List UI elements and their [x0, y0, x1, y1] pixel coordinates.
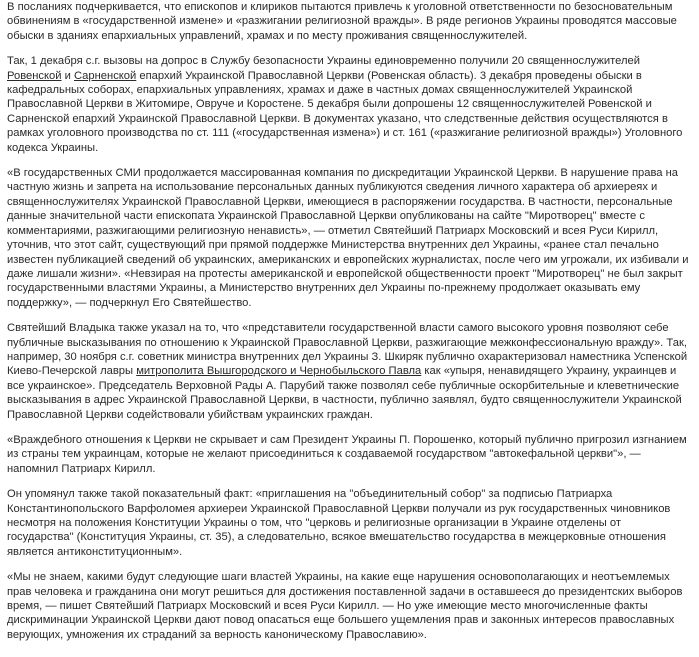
paragraph-conclusion: «Мы не знаем, какими будут следующие шаги властей Украины, на какие еще нарушения основополагающих и неотъемлемых прав человека и гражданина они могут решиться для достижения поставленной задачи в оставшееся до президентских выборов время, — пишет Святейший Патриарх Московский и всея Руси Кирилл. — Но уже имеющие место многочисленные факты дискриминации Украинской Церкви дают повод опасаться еще большего ущемления прав и законных интересов православных верующих, умножения их страданий за верность каноническому Православию». — [7, 571, 683, 641]
paragraph-quote-media: «В государственных СМИ продолжается массированная компания по дискредитации Украинской Церкви. В нарушение права на частную жизнь и запрета на использование персональных данных публикуются сведения личного характера об архиереях и священнослужителях Украинской Православной Церкви, имеющиеся в распоряжении государства. В частности, персональные данные значительной части епископата Украинской Православной Церкви опубликованы на сайте "Миротворец" вместе с комментариями, разжигающими религиозную ненависть», — отметил Святейший Патриарх Московский и всея Руси Кирилл, уточнив, что этот сайт, существующий при прямой поддержке Министерства внутренних дел Украины, «ранее стал печально известен публикацией сведений об украинских, американских и европейских журналистах, после чего им угрожали, их избивали и даже лишали жизни». «Невзирая на протесты американской и европейской общественности проект "Миротворец" не был закрыт государственными властями Украины, а Министерство внутренних дел Украины по-прежнему продолжает оказывать ему поддержку», — подчеркнул Его Святейшество. — [7, 167, 689, 309]
paragraph-council-invitations: Он упомянул также такой показательный факт: «приглашения на "объединительный собор" за подписью Патриарха Константинопольского Варфоломея архиереи Украинской Православной Церкви получали из рук государственных чиновников несмотря на положения Конституции Украины о том, что "церковь и религиозные организации в Украине отделены от государства" (Конституция Украины, ст. 35), а следовательно, всякое вмешательство государства в межцерковные отношения является антиконституционным». — [7, 488, 671, 558]
paragraph-text: и — [61, 69, 74, 82]
paragraph-officials — [7, 321, 690, 422]
paragraph-text: как «упыря, ненавидящего Украину, украинцев и все украинское». Председатель Верховной Рады А. Парубий также позволял себе публичные оскорбительные и клеветнические высказывания в адрес Украинской Православной Церкви, в частности, публично заявлял, будто священнослужители Украинской Православной Церкви содействовали убийствам украинских граждан. — [7, 365, 682, 421]
paragraph-president: «Враждебного отношения к Церкви не скрывает и сам Президент Украины П. Порошенко, который публично пригрозил изгнанием из страны тем украинцам, которые не желают присоединиться к создаваемой государством "автокефальной церкви"», — напомнил Патриарх Кирилл. — [7, 433, 687, 475]
paragraph-text: Так, 1 декабря с.г. вызовы на допрос в Службу безопасности Украины единовременно получили 20 священнослужителей — [7, 55, 640, 68]
paragraph-text: епархий Украинской Православной Церкви (Ровенская область). 3 декабря проведены обыски в кафедральных соборах, епархиальных управлениях, храмах и даже в частных домах священнослужителей Украинской Православной Церкви в Житомире, Овруче и Коростене. 5 декабря были допрошены 12 священнослужителей Ровенской и Сарненской епархий Украинской Православной Церкви. В документах указано, что следственные действия осуществляются в рамках уголовного производства по ст. 111 («государственная измена») и ст. 161 («разжигание религиозной вражды») Уголовного кодекса Украины. — [7, 69, 683, 154]
link-rovno-eparchy[interactable]: Ровенской — [7, 69, 62, 82]
paragraph-text: Святейший Владыка также указал на то, что «представители государственной власти самого высокого уровня позволяют себе публичные высказывания по отношению к Украинской Православной Церкви, разжигающие межконфессиональную вражду». Так, например, 30 ноября с.г. советник министра внутренних дел Украины З. Шкиряк публично охарактеризовал наместника Успенской Киево-Печерской лавры — [7, 322, 688, 378]
paragraph-interrogations — [7, 54, 690, 155]
link-metropolitan-pavel[interactable]: митрополита Вышгородского и Чернобыльского Павла — [136, 365, 422, 378]
paragraph-intro: В посланиях подчеркивается, что епископов и клириков пытаются привлечь к уголовной ответственности по безосновательным обвинениям в «государственной измене» и «разжигании религиозной вражды». В ряде регионов Украины проводятся массовые обыски в зданиях епархиальных управлений, храмах и по месту проживания священнослужителей. — [7, 1, 677, 42]
link-sarny-eparchy[interactable]: Сарненской — [73, 69, 137, 82]
